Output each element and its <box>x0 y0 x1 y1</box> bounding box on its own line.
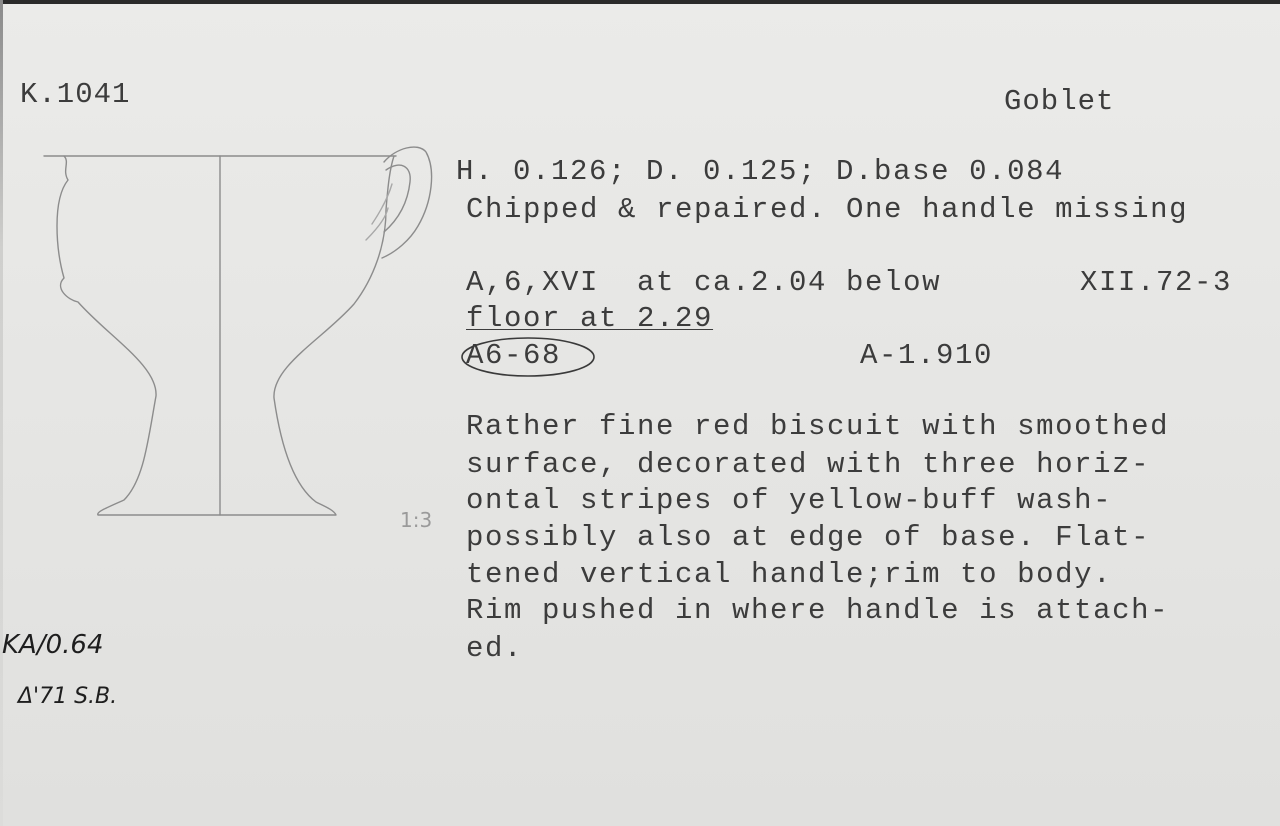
handle-inner <box>384 165 410 232</box>
findspot-location: A,6,XVI at ca.2.04 below <box>466 266 942 299</box>
excavation-number: A6-68 <box>466 339 562 372</box>
card-left-edge <box>0 0 3 826</box>
scale-note: 1:3 <box>400 508 433 532</box>
description-line: ed. <box>466 632 524 665</box>
description-line: ontal stripes of yellow-buff wash- <box>466 484 1113 517</box>
description-line: tened vertical handle;rim to body. <box>466 558 1113 591</box>
catalog-number: K.1041 <box>20 78 131 111</box>
description-line: possibly also at edge of base. Flat- <box>466 521 1151 554</box>
measurements: H. 0.126; D. 0.125; D.base 0.084 <box>456 155 1065 188</box>
card-top-edge <box>0 0 1280 4</box>
left-profile <box>57 156 394 515</box>
object-type: Goblet <box>1004 85 1115 118</box>
findspot-date-code: XII.72-3 <box>1080 266 1233 299</box>
excavation-number-circle <box>458 334 598 380</box>
inventory-number: A-1.910 <box>860 339 994 372</box>
description-line: surface, decorated with three horiz- <box>466 448 1151 481</box>
description-line: Rather fine red biscuit with smoothed <box>466 410 1170 443</box>
findspot-floor: floor at 2.29 <box>466 302 714 335</box>
handle-outline <box>382 147 432 258</box>
goblet-profile-drawing <box>40 140 440 530</box>
handwritten-code: KA/0.64 <box>2 630 104 660</box>
condition: Chipped & repaired. One handle missing <box>466 193 1189 226</box>
handwritten-note: Δ'71 S.B. <box>18 684 118 709</box>
description-line: Rim pushed in where handle is attach- <box>466 594 1170 627</box>
